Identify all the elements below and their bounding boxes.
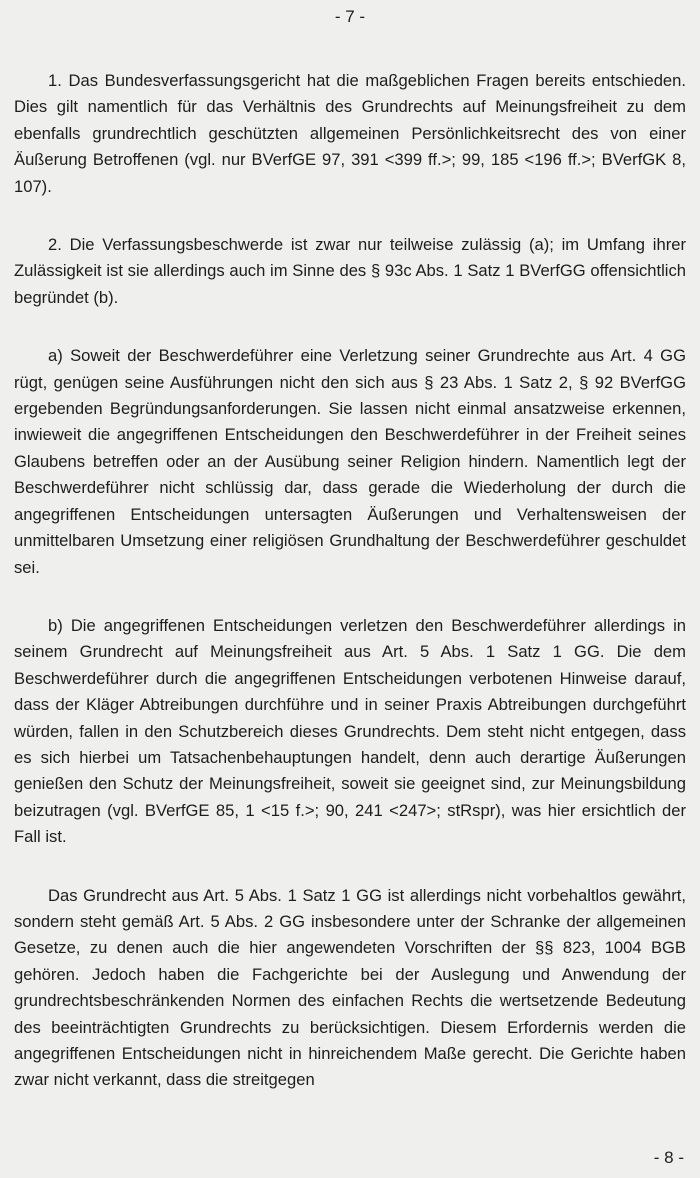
paragraph-2: 2. Die Verfassungsbeschwerde ist zwar nur teilweise zulässig (a); im Umfang ihrer Zulässigkeit ist sie allerdings auch im Sinne des § 93c Abs. 1 Satz 1 BVerfGG offensichtlich begründet (b). bbox=[14, 235, 686, 307]
page-number: - 7 - bbox=[334, 7, 366, 26]
paragraph-3a: a) Soweit der Beschwerdeführer eine Verletzung seiner Grundrechte aus Art. 4 GG rügt, genügen seine Ausführungen nicht den sich aus § 23 Abs. 1 Satz 2, § 92 BVerfGG ergebenden Begründungsanforderungen. Sie lassen nicht einmal ansatzweise erkennen, inwieweit die angegriffenen Entscheidungen den Beschwerdeführer in der Freiheit seines Glaubens betreffen oder an der Ausübung seiner Religion hindern. Namentlich legt der Beschwerdeführer nicht schlüssig dar, dass gerade die Wiederholung der durch die angegriffenen Entscheidungen untersagten Äußerungen und Verhaltensweisen der unmittelbaren Umsetzung einer religiösen Grundhaltung der Beschwerdeführer geschuldet sei. bbox=[14, 346, 686, 577]
next-page-marker: - 8 - bbox=[653, 1148, 684, 1167]
paragraph-3b: b) Die angegriffenen Entscheidungen verletzen den Beschwerdeführer allerdings in seinem Grundrecht auf Meinungsfreiheit aus Art. 5 Abs. 1 Satz 1 GG. Die dem Beschwerdeführer durch die angegriffenen Entscheidungen verbotenen Hinweise darauf, dass der Kläger Abtreibungen durchführe und in seiner Praxis Abtreibungen durchgeführt würden, fallen in den Schutzbereich dieses Grundrechts. Dem steht nicht entgegen, dass es sich hierbei um Tatsachenbehauptungen handelt, denn auch derartige Äußerungen genießen den Schutz der Meinungsfreiheit, soweit sie geeignet sind, zur Meinungsbildung beizutragen (vgl. BVerfGE 85, 1 <15 f.>; 90, 241 <247>; stRspr), was hier ersichtlich der Fall ist. bbox=[14, 615, 686, 847]
paragraph-1: 1. Das Bundesverfassungsgericht hat die maßgeblichen Fragen bereits entschieden. Dies gilt namentlich für das Verhältnis des Grundrechts auf Meinungsfreiheit zu dem ebenfalls grundrechtlich geschützten allgemeinen Persönlichkeitsrecht des von einer Äußerung Betroffenen (vgl. nur BVerfGE 97, 391 <399 ff.>; 99, 185 <196 ff.>; BVerfGK 8, 107). bbox=[14, 71, 686, 196]
document-body bbox=[14, 68, 686, 1124]
paragraph-4: Das Grundrecht aus Art. 5 Abs. 1 Satz 1 GG ist allerdings nicht vorbehaltlos gewährt, sondern steht gemäß Art. 5 Abs. 2 GG insbesondere unter der Schranke der allgemeinen Gesetze, zu denen auch die hier angewendeten Vorschriften der §§ 823, 1004 BGB gehören. Jedoch haben die Fachgerichte bei der Auslegung und Anwendung der grundrechtsbeschränkenden Normen des einfachen Rechts die wertsetzende Bedeutung des beeinträchtigten Grundrechts zu berücksichtigen. Diesem Erfordernis werden die angegriffenen Entscheidungen nicht in hinreichendem Maße gerecht. Die Gerichte haben zwar nicht verkannt, dass die streitgegen bbox=[14, 885, 686, 1090]
